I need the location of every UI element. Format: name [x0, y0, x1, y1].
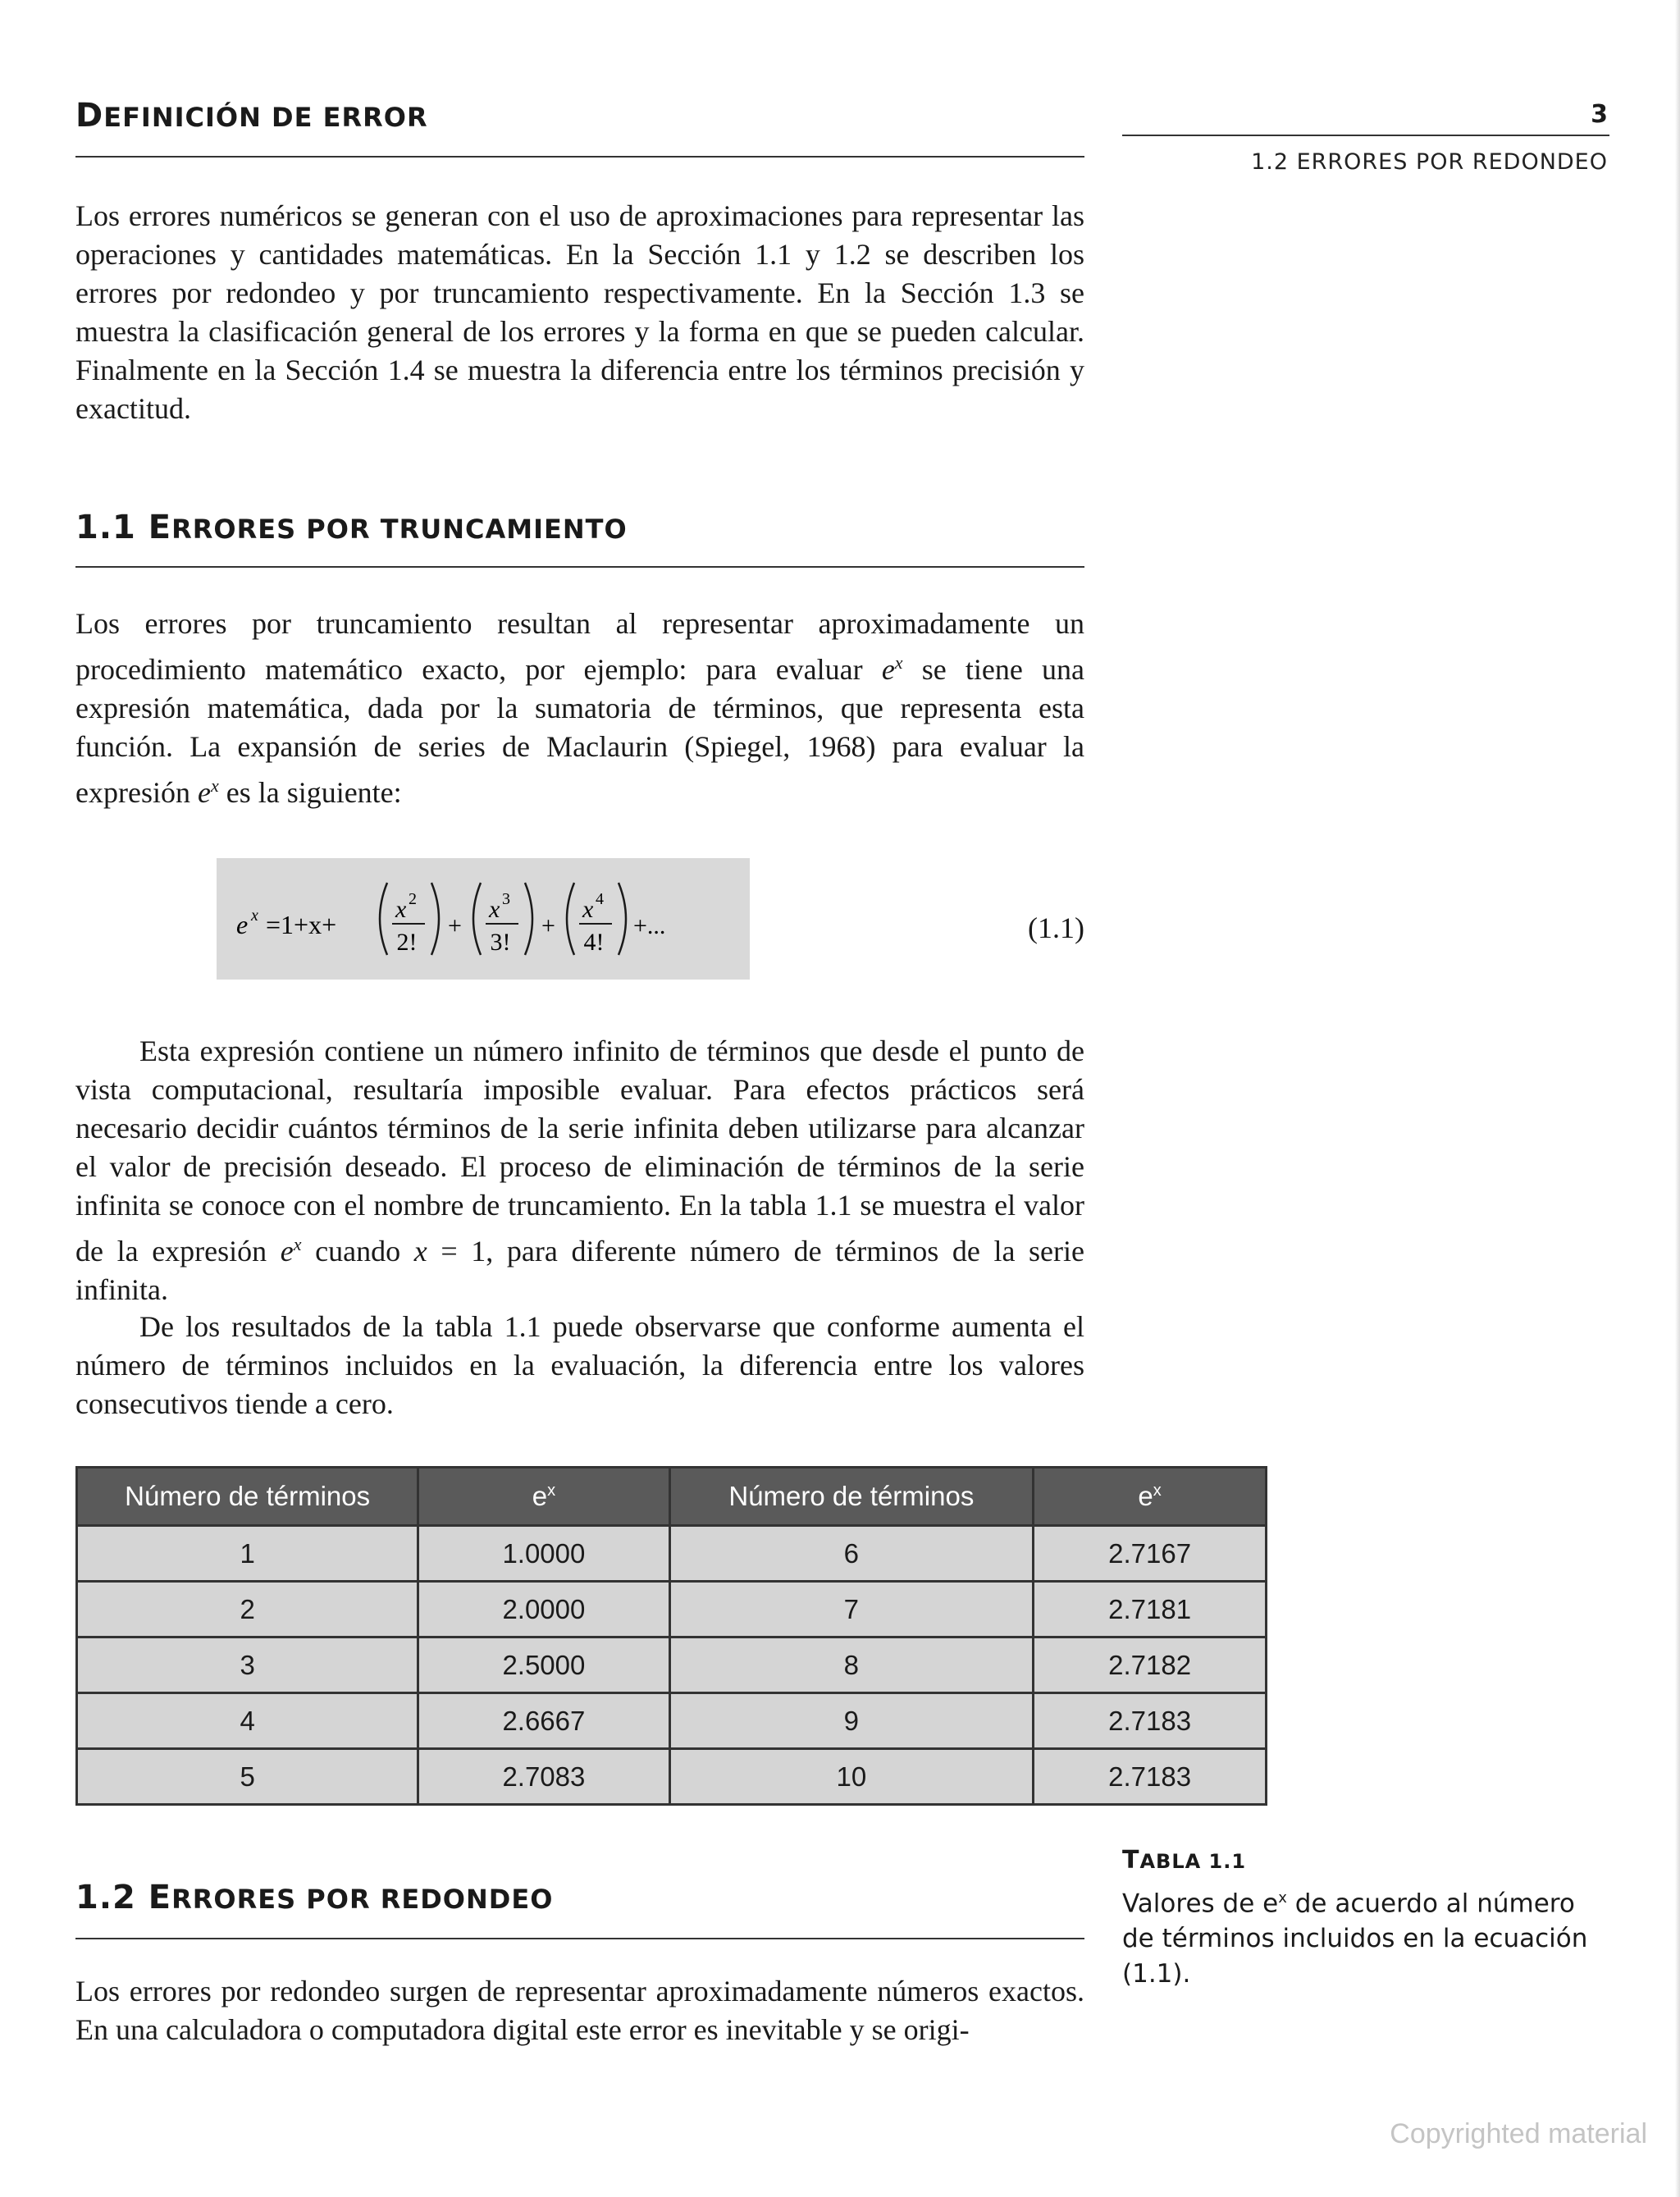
table-cell: 1: [77, 1526, 418, 1582]
paren-right-1: [431, 883, 439, 955]
text-span: Esta expresión contiene un número infinito de términos que desde el punto de vista computacional, resultaría imposible evaluar. Para efectos prácticos será necesario decidir cuántos términos de la serie infinita deben utilizarse para alcanzar el valor de precisión deseado. El proceso de eliminación de términos de la serie infinita se conoce con el nombre de truncamiento. En la tabla 1.1 se muestra el valor de la expresión: [75, 1035, 1084, 1268]
text-span: se tiene una expresión matemática, dada por la sumatoria de términos, que representa esta función. La expansión de series de Maclaurin (Spiegel, 1968) para evaluar la expresión: [75, 653, 1084, 809]
eq-t1-exp: 2: [409, 890, 417, 908]
table-header-ex-1: [418, 1468, 669, 1526]
x-variable: x: [413, 1235, 427, 1268]
ex-symbol: e: [280, 1235, 294, 1268]
table-caption-text: [1122, 1880, 1614, 1992]
text-span: x: [547, 1482, 556, 1500]
text-span: ABLA 1.1: [1139, 1850, 1247, 1873]
table-cell: 2.7083: [418, 1749, 669, 1805]
running-head-rule: [1122, 135, 1609, 136]
table-row: [77, 1693, 1267, 1749]
eq-lhs: e: [236, 910, 249, 939]
table-row: [77, 1582, 1267, 1637]
scan-edge-shadow: [1675, 0, 1680, 2197]
eq-t3-num: x: [582, 896, 594, 923]
text-span: e: [532, 1481, 548, 1511]
table-header-terms-1: Número de términos: [77, 1468, 418, 1526]
text-span: es la siguiente:: [218, 776, 402, 809]
section-1-1-paragraph-1: [75, 605, 1084, 812]
chapter-title-initial: D: [75, 97, 104, 135]
eq-t2-num: x: [489, 896, 500, 923]
section-1-1-title-rest: RRORES POR TRUNCAMIENTO: [171, 514, 628, 545]
paren-right-2: [525, 883, 532, 955]
text-span: T: [1122, 1846, 1140, 1875]
table-cell: 2.6667: [418, 1693, 669, 1749]
section-1-2-title-initial: E: [148, 1879, 172, 1916]
eq-t3-exp: 4: [596, 890, 604, 908]
eq-t2-exp: 3: [502, 890, 510, 908]
section-1-1-paragraph-2: [75, 1032, 1084, 1309]
ex-exponent: x: [210, 775, 219, 796]
table-cell: 2.7183: [1034, 1693, 1267, 1749]
eq-t3-den: 4!: [583, 929, 605, 956]
chapter-title: [75, 97, 428, 135]
table-cell: 10: [669, 1749, 1034, 1805]
copyright-watermark: Copyrighted material: [1390, 2118, 1647, 2149]
eq-plus-1: +: [448, 912, 462, 939]
table-header-row: [77, 1468, 1267, 1526]
section-1-1-title: [75, 509, 628, 546]
running-head: 1.2 ERRORES POR REDONDEO: [1251, 149, 1608, 175]
table-cell: 2.5000: [418, 1637, 669, 1693]
table-cell: 2: [77, 1582, 418, 1637]
table-caption-label: [1122, 1846, 1246, 1875]
eq-tail: +...: [633, 912, 666, 939]
table-cell: 1.0000: [418, 1526, 669, 1582]
equation-number: (1.1): [1028, 911, 1084, 944]
text-span: = 1, para diferente número de términos de la serie infinita.: [75, 1235, 1084, 1306]
equation-1-1: [217, 858, 750, 980]
table-cell: 2.0000: [418, 1582, 669, 1637]
section-1-2-title: [75, 1879, 553, 1916]
section-1-1-number: 1.1: [75, 509, 136, 546]
table-cell: 6: [669, 1526, 1034, 1582]
text-span: de acuerdo al número de términos incluidos en la ecuación (1.1).: [1122, 1889, 1588, 1989]
paren-left-3: [567, 883, 574, 955]
eq-t2-den: 3!: [490, 929, 511, 956]
text-span: cuando: [301, 1235, 414, 1268]
ex-exponent: x: [293, 1234, 302, 1254]
eq-equals-prefix: =1+x+: [266, 910, 337, 939]
paren-left-1: [380, 883, 387, 955]
eq-t1-den: 2!: [396, 929, 418, 956]
table-cell: 2.7182: [1034, 1637, 1267, 1693]
table-cell: 4: [77, 1693, 418, 1749]
ex-symbol: e: [197, 776, 211, 809]
eq-plus-2: +: [541, 912, 555, 939]
paren-left-2: [473, 883, 481, 955]
table-header-ex-2: [1034, 1468, 1267, 1526]
intro-paragraph: Los errores numéricos se generan con el uso de aproximaciones para representar las operaciones y cantidades matemáticas. En la Sección 1.1 y 1.2 se describen los errores por redondeo y por truncamiento respectivamente. En la Sección 1.3 se muestra la clasificación general de los errores y la forma en que se pueden calcular. Finalmente en la Sección 1.4 se muestra la diferencia entre los términos precisión y exactitud.: [75, 199, 1084, 425]
table-1-1: [75, 1466, 1267, 1806]
section-1-2-paragraph: Los errores por redondeo surgen de representar aproximadamente números exactos. En una calculadora o computadora digital este error es inevitable y se origi-: [75, 1975, 1084, 2046]
table-row: [77, 1526, 1267, 1582]
table-cell: 5: [77, 1749, 418, 1805]
section-1-1-paragraph-3: De los resultados de la tabla 1.1 puede observarse que conforme aumenta el número de términos incluidos en la evaluación, la diferencia entre los valores consecutivos tiende a cero.: [75, 1310, 1084, 1420]
table-cell: 8: [669, 1637, 1034, 1693]
table-cell: 2.7183: [1034, 1749, 1267, 1805]
table-cell: 7: [669, 1582, 1034, 1637]
table-cell: 2.7167: [1034, 1526, 1267, 1582]
section-1-1-rule: [75, 566, 1084, 568]
text-span: Valores de e: [1122, 1889, 1279, 1919]
table-row: [77, 1749, 1267, 1805]
text-span: x: [1153, 1482, 1162, 1500]
page-number: 3: [1591, 100, 1608, 129]
section-1-2-number: 1.2: [75, 1879, 136, 1916]
text-span: x: [1278, 1889, 1287, 1907]
text-span: e: [1138, 1481, 1153, 1511]
section-1-1-title-initial: E: [148, 509, 172, 546]
table-cell: 9: [669, 1693, 1034, 1749]
text-span: Los errores por truncamiento resultan al representar aproximadamente un procedimiento matemático exacto, por ejemplo: para evaluar: [75, 607, 1084, 686]
paren-right-3: [619, 883, 626, 955]
ex-exponent: x: [894, 652, 903, 673]
table-cell: 2.7181: [1034, 1582, 1267, 1637]
eq-lhs-exp: x: [251, 907, 258, 925]
eq-t1-num: x: [395, 896, 407, 923]
section-1-2-title-rest: RRORES POR REDONDEO: [171, 1884, 554, 1915]
table-cell: 3: [77, 1637, 418, 1693]
equation-box: [217, 858, 750, 980]
section-1-2-rule: [75, 1938, 1084, 1939]
chapter-title-rule: [75, 156, 1084, 158]
chapter-title-rest: EFINICIÓN DE ERROR: [103, 102, 428, 133]
table-header-terms-2: Número de términos: [669, 1468, 1034, 1526]
ex-symbol: e: [881, 653, 895, 686]
table-row: [77, 1637, 1267, 1693]
